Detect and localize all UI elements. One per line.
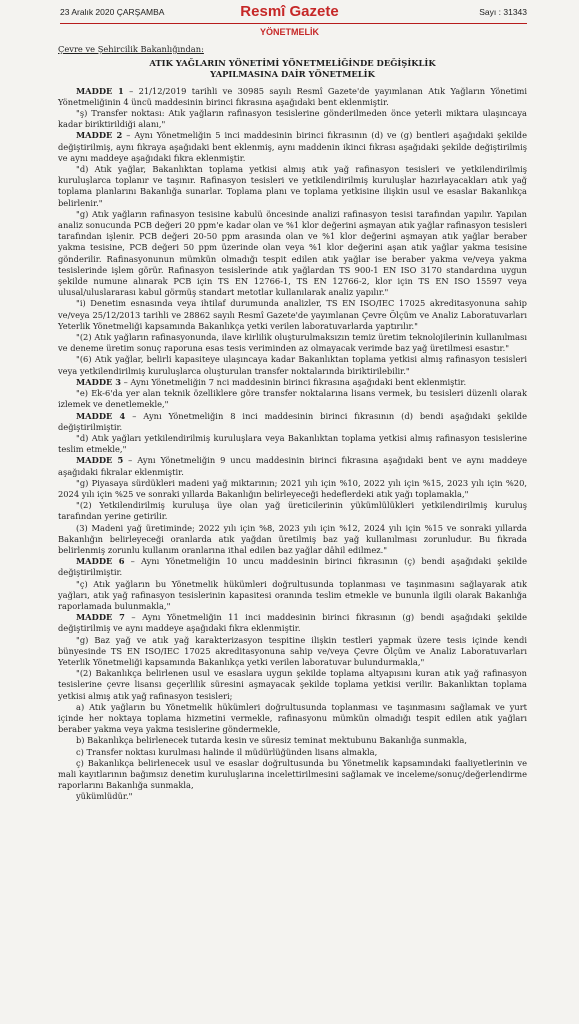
paragraph (58, 791, 527, 802)
paragraph-text: – Aynı Yönetmeliğin 9 uncu maddesinin birinci fıkrasına aşağıdaki bent ve aynı maddeye aşağıdaki fıkralar eklenmiştir. (58, 455, 527, 477)
paragraph (58, 702, 527, 736)
regulation-body (58, 44, 527, 803)
article-number: MADDE 6 (76, 556, 125, 567)
paragraph-text: ç) Bakanlıkça belirlenecek usul ve esaslar doğrultusunda bu Yönetmelik kapsamındaki faaliyetlerinin ve mali kayıtlarının bağımsız denetim kuruluşlarına incelettirilmesini sağlamak ve inceleme/sonuç/değerlendirme raporlarını Bakanlığa sunmakla, (58, 757, 527, 791)
paragraph (58, 332, 527, 354)
article-paragraph (58, 455, 527, 477)
article-paragraph (58, 130, 527, 164)
masthead-divider (60, 23, 527, 24)
paragraph (58, 635, 527, 669)
article-paragraph (58, 411, 527, 433)
paragraph-list (58, 86, 527, 803)
paragraph-text: "i) Denetim esnasında veya ihtilaf durumunda analizler, TS EN ISO/IEC 17025 akreditasyonuna sahip ve/veya 25/12/2013 tarihli ve 28862 sayılı Resmî Gazete'de yayımlanan Çevre Ölçüm ve Analiz Laboratuvarları Yeterlik Yönetmeliği kapsamında Bakanlıkça yetki verilen laboratuvarlarda yaptırılır." (58, 298, 527, 331)
gazette-title: Resmî Gazete (240, 3, 339, 20)
paragraph (58, 164, 527, 209)
paragraph-text: – Aynı Yönetmeliğin 7 nci maddesinin birinci fıkrasına aşağıdaki bent eklenmiştir. (121, 376, 467, 387)
paragraph-text: – Aynı Yönetmeliğin 5 inci maddesinin birinci fıkrasının (d) ve (g) bentleri aşağıdaki şekilde değiştirilmiş, aynı fıkraya aşağıdaki bent eklenmiş, aynı maddenin ikinci fıkrası aşağıdaki şekilde değiştirilmiş ve aynı maddeye aşağıdaki fıkra eklenmiştir. (58, 130, 527, 163)
paragraph (58, 478, 527, 500)
paragraph (58, 500, 527, 522)
paragraph-text: yükümlüdür." (76, 791, 133, 802)
regulation-title-line-2: YAPILMASINA DAİR YÖNETMELİK (210, 69, 375, 80)
paragraph-text: "(2) Bakanlıkça belirlenen usul ve esaslara uygun şekilde toplama altyapısını kuran atık yağ rafinasyon tesislerine çevre lisansı geçerlilik süresini aşmayacak şekilde toplama yetkisi verilir. Bakanlıktan toplama yetkisi almış atık yağ rafinasyon tesisleri; (58, 668, 527, 701)
paragraph-text: "(6) Atık yağlar, belirli kapasiteye ulaşıncaya kadar Bakanlıktan toplama yetkisi almış rafinasyon tesisleri veya yetkilendirilmiş kuruluşlarca oluşturulan transfer noktalarında biriktirilebilir." (58, 354, 527, 376)
article-paragraph (58, 612, 527, 634)
regulation-title (58, 58, 527, 80)
paragraph-text: – 21/12/2019 tarihli ve 30985 sayılı Resmî Gazete'de yayımlanan Atık Yağların Yönetimi Yönetmeliğinin 4 üncü maddesinin birinci fıkrasına aşağıdaki bent eklenmiştir. (58, 85, 527, 107)
paragraph-text: "d) Atık yağları yetkilendirilmiş kuruluşlara veya Bakanlıktan toplama yetkisi almış rafinasyon tesislerine teslim etmekle," (58, 432, 527, 455)
paragraph (58, 354, 527, 376)
article-paragraph (58, 556, 527, 578)
paragraph-text: "d) Atık yağlar, Bakanlıktan toplama yetkisi almış atık yağ rafinasyon tesisleri ve yetkilendirilmiş kuruluşlarca toplanır ve taşınır. Rafinasyon tesisleri ve yetkilendirilmiş kuruluşlar hazırlayacakları atık yağ toplama planlarını Bakanlığa sunarlar. Toplama planı ve toplama yetkisine ilişkin usul ve esaslar Bakanlıkça belirlenir." (58, 164, 527, 208)
paragraph (58, 298, 527, 332)
paragraph-text: b) Bakanlıkça belirlenecek tutarda kesin ve süresiz teminat mektubunu Bakanlığa sunmakla, (76, 735, 468, 746)
paragraph (58, 209, 527, 299)
paragraph-text: a) Atık yağların bu Yönetmelik hükümleri doğrultusunda toplanması ve taşınmasını sağlamak ve yurt içinde her noktaya toplama hizmetini vermekle, rafinasyonu mümkün olmadığı tespit edilen atık yağları beraber yakma veya yakma tesislerine göndermekle, (58, 701, 527, 735)
regulation-title-line-1: ATIK YAĞLARIN YÖNETİMİ YÖNETMELİĞİNDE DEĞİŞİKLİK (149, 58, 436, 69)
paragraph-text: (3) Madeni yağ üretiminde; 2022 yılı için %8, 2023 yılı için %12, 2024 yılı için %15 ve sonraki yıllarda Bakanlığın belirleyeceği oranlarda atık yağdan üretilmiş baz yağ kullanılması zorunludur. Bu fıkrada belirlenmiş zorunlu kullanım oranlarına ithal edilen baz yağlar dâhil edilmez." (58, 522, 527, 555)
paragraph (58, 579, 527, 613)
paragraph-text: "ş) Transfer noktası: Atık yağların rafinasyon tesislerine gönderilmeden önce yeterli miktara ulaşıncaya kadar biriktirildiği alanı," (58, 108, 527, 130)
article-number: MADDE 2 (76, 130, 123, 141)
paragraph-text: "e) Ek-6'da yer alan teknik özelliklere göre transfer noktalarına lisans vermek, bu tesisleri düzenli olarak izlemek ve denetlemekle," (58, 388, 527, 410)
article-number: MADDE 5 (76, 455, 124, 466)
issue-date: 23 Aralık 2020 ÇARŞAMBA (60, 7, 165, 17)
paragraph-text: "g) Baz yağ ve atık yağ karakterizasyon tespitine ilişkin testleri yapmak üzere tesis içinde kendi bünyesinde TS EN ISO/IEC 17025 akreditasyonuna sahip ve/veya Çevre Ölçüm ve Analiz Laboratuvarları Yeterlik Yönetmeliği kapsamında Bakanlıkça yetki verilen laboratuvar bulundurmakla," (58, 634, 527, 667)
masthead (0, 0, 579, 24)
paragraph (58, 758, 527, 792)
ministry-line: Çevre ve Şehircilik Bakanlığından: (58, 44, 204, 54)
article-paragraph (58, 377, 527, 388)
paragraph-text: "g) Piyasaya sürdükleri madeni yağ miktarının; 2021 yılı için %10, 2022 yılı için %15, 2023 yılı için %20, 2024 yılı için %25 ve sonraki yıllarda Bakanlığın belirleyeceği hedeflerdeki atık yağı toplamakla," (58, 477, 527, 499)
paragraph-text: – Aynı Yönetmeliğin 10 uncu maddesinin birinci fıkrasının (ç) bendi aşağıdaki şekilde değiştirilmiştir. (58, 556, 527, 578)
paragraph-text: c) Transfer noktası kurulması halinde il müdürlüğünden lisans almakla, (76, 746, 378, 757)
paragraph-text: "g) Atık yağların rafinasyon tesisine kabulü öncesinde analizi rafinasyon tesisi tarafından yapılır. Yapılan analiz sonucunda PCB değeri 20 ppm'e kadar olan ve %1 klor değerini aşmayan atık yağlar rafinasyon tesisleri tarafından işlenir. PCB değeri 20-50 ppm arasında olan ve %1 klor değerini aşmayan atık yağlar beraber yakma tesisine, PCB değeri 50 ppm üzerinde olan veya %1 klor değerini aşan atık yağlar yakma tesisine gönderilir. Rafinasyonunun mümkün olmadığı tespit edilen atık yağlar ise beraber yakma ve/veya yakma tesislerinde işlem görür. Rafinasyon tesislerinde atık yağlardan TS 900-1 EN ISO 3170 standardına uygun şekilde numune alınarak PCB için TS EN 12766-1, TS EN 12766-2, klor için TS EN ISO 15597 veya ulusal/uluslararası kabul görmüş standart metotlar kullanılarak analiz yapılır." (58, 208, 527, 298)
article-paragraph (58, 86, 527, 108)
paragraph-text: – Aynı Yönetmeliğin 11 inci maddesinin birinci fıkrasının (g) bendi aşağıdaki şekilde değiştirilmiş ve aynı maddeye aşağıdaki fıkra eklenmiştir. (58, 612, 528, 634)
paragraph-text: "ç) Atık yağların bu Yönetmelik hükümleri doğrultusunda toplanması ve taşınmasını sağlayarak atık yağları, atık yağ rafinasyon tesislerinin kapasitesi oranında teslim etmekle ve bununla ilgili olarak Bakanlığa raporlamada bulunmakla," (58, 578, 527, 611)
issue-number: Sayı : 31343 (479, 7, 527, 17)
paragraph (58, 388, 527, 410)
section-heading: YÖNETMELİK (259, 27, 319, 37)
article-number: MADDE 3 (76, 376, 121, 387)
paragraph (58, 747, 527, 758)
paragraph (58, 523, 527, 557)
paragraph (58, 108, 527, 130)
paragraph-text: "(2) Atık yağların rafinasyonunda, ilave kirlilik oluşturulmaksızın temiz üretim teknolojilerinin kullanılması ve deneme üretim sonuç raporuna esas tesis veriminden az olmayacak verimde baz yağ üretilmesi esastır." (58, 332, 527, 354)
paragraph (58, 735, 527, 746)
paragraph-text: "(2) Yetkilendirilmiş kuruluşa üye olan yağ üreticilerinin yükümlülükleri yetkilendirilmiş kuruluş tarafından yerine getirilir. (58, 500, 527, 522)
article-number: MADDE 1 (76, 85, 124, 96)
paragraph (58, 433, 527, 455)
article-number: MADDE 4 (76, 410, 126, 421)
paragraph-text: – Aynı Yönetmeliğin 8 inci maddesinin birinci fıkrasının (d) bendi aşağıdaki şekilde değiştirilmiştir. (58, 410, 528, 432)
paragraph (58, 668, 527, 702)
article-number: MADDE 7 (76, 612, 125, 623)
